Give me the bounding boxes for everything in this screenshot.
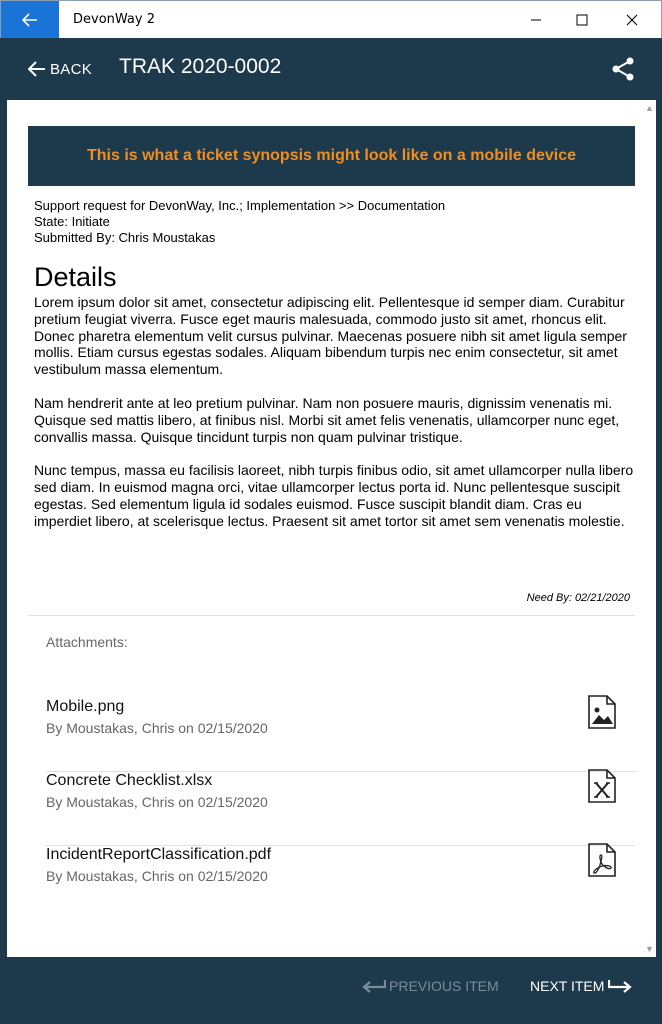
scroll-down-icon[interactable]: ▼	[645, 944, 654, 954]
minimize-icon	[530, 14, 542, 26]
excel-file-icon	[587, 769, 617, 803]
attachment-item[interactable]	[46, 698, 635, 772]
scroll-up-icon[interactable]: ▲	[645, 103, 654, 113]
next-item-button[interactable]	[530, 978, 632, 994]
support-line: Support request for DevonWay, Inc.; Implementation >> Documentation	[34, 198, 446, 213]
window-titlebar	[0, 0, 662, 38]
attachment-name: Concrete Checklist.xlsx	[46, 772, 213, 789]
pdf-file-icon	[587, 843, 617, 877]
share-button[interactable]	[610, 56, 638, 84]
attachment-name: IncidentReportClassification.pdf	[46, 846, 272, 863]
details-paragraph: Nunc tempus, massa eu facilisis laoreet, nibh turpis finibus odio, sit amet ullamcorper nulla libero sed diam. In euismod magna orci, vitae ullamcorper lectus porta id. Nunc pellentesque suscipit egestas. Sed elementum ligula id sodales euismod. Fusce suscipit blandit diam. Cras eu imperdiet libero, at scelerisque lectus. Praesent sit amet tortor sit amet sem venenatis molestie.	[34, 462, 634, 529]
state-line: State: Initiate	[34, 214, 110, 229]
maximize-button[interactable]	[557, 1, 607, 39]
attachment-name: Mobile.png	[46, 698, 125, 715]
attachment-item[interactable]	[46, 846, 635, 920]
return-left-icon	[362, 978, 386, 994]
minimize-button[interactable]	[511, 1, 561, 39]
close-button[interactable]	[607, 1, 657, 39]
arrow-left-icon	[22, 13, 38, 27]
page-title: TRAK 2020-0002	[119, 55, 282, 78]
attachment-submitter: By Moustakas, Chris on 02/15/2020	[46, 720, 268, 736]
divider	[28, 615, 635, 616]
banner-text: This is what a ticket synopsis might look like on a mobile device	[86, 147, 577, 164]
attachments-label: Attachments:	[46, 634, 128, 650]
need-by-date: Need By: 02/21/2020	[526, 592, 630, 604]
back-label: BACK	[50, 60, 93, 78]
attachment-item[interactable]	[46, 772, 635, 846]
footer-nav	[0, 957, 662, 1024]
window-title: DevonWay 2	[73, 12, 155, 27]
details-paragraph: Lorem ipsum dolor sit amet, consectetur adipiscing elit. Pellentesque id semper diam. Curabitur pretium feugiat viverra. Fusce eget mauris malesuada, commodo justo sit amet, rhoncus elit. Donec pharetra elementum velit cursus pulvinar. Maecenas posuere nibh sit amet ligula semper mollis. Etiam cursus egestas sodales. Aliquam bibendum turpis nec enim consectetur, sit amet vestibulum massa elementum.	[34, 294, 627, 378]
return-right-icon	[608, 978, 632, 994]
image-file-icon	[587, 695, 617, 729]
close-icon	[626, 14, 638, 26]
content-area	[7, 100, 656, 957]
attachment-submitter: By Moustakas, Chris on 02/15/2020	[46, 868, 268, 884]
previous-item-label: PREVIOUS ITEM	[389, 978, 499, 994]
share-icon	[610, 56, 636, 82]
submitted-line: Submitted By: Chris Moustakas	[34, 230, 216, 245]
maximize-icon	[576, 14, 588, 26]
attachment-submitter: By Moustakas, Chris on 02/15/2020	[46, 794, 268, 810]
previous-item-button[interactable]	[362, 978, 499, 994]
app-header	[0, 38, 662, 100]
details-heading: Details	[34, 262, 117, 292]
synopsis-banner	[28, 126, 635, 186]
window-back-button[interactable]	[1, 1, 59, 39]
scrollbar[interactable]	[642, 100, 656, 957]
next-item-label: NEXT ITEM	[530, 978, 605, 994]
details-paragraph: Nam hendrerit ante at leo pretium pulvinar. Nam non posuere mauris, dignissim venenatis mi. Quisque sed mattis libero, at finibus nisl. Morbi sit amet felis venenatis, ullamcorper nunc eget, convallis massa. Quisque tincidunt turpis non quam pulvinar tristique.	[34, 394, 620, 445]
arrow-left-icon	[28, 61, 46, 77]
ticket-meta	[34, 198, 445, 246]
back-button[interactable]	[28, 56, 92, 82]
details-body	[34, 294, 634, 547]
